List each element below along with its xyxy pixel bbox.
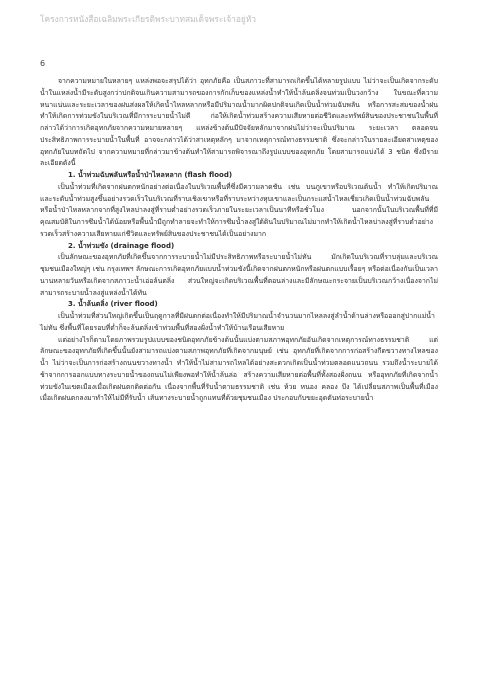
section-1-paragraph: เป็นน้ำท่วมที่เกิดจากฝนตกหนักอย่างต่อเนื่องในบริเวณพื้นที่ซึ่งมีความลาดชัน เช่น บนภูเขาหรือบริเวณต้นน้ำ ทำให้เกิดปริมาณและระดับน้ำท่วมสูงขึ้นอย่างรวดเร็วในบริเวณที่ราบเชิงเขาหรือที่ราบระหว่างหุบเขาและเป็นกระแสน้ำไหลเชี่ยวเกิดเป็นน้ำท่วมฉับพลันหรือน้ำป่าไหลหลากจากที่สูงไหลบ่าลงสู่ที่ราบต่ำอย่างรวดเร็วภายในระยะเวลาเป็นนาทีหรือชั่วโมง นอกจากนั้นในบริเวณพื้นที่ที่มีคุณสมบัติในการซึมน้ำได้น้อยหรือพื้นน้ำมีถูกทำลายจะทำให้การซึมน้ำลงสู่ใต้ดินในปริมาณไม่มากทำให้เกิดน้ำไหลบ่าลงสู่ที่ราบต่ำอย่างรวดเร็วสร้างความเสียหายแก่ชีวิตและทรัพย์สินของประชาชนได้เป็นอย่างมาก	[40, 182, 438, 238]
section-1-heading: 1. น้ำท่วมฉับพลันหรือน้ำป่าไหลหลาก (flash flood)	[68, 171, 233, 179]
section-3-heading: 3. น้ำล้นตลิ่ง (river flood)	[68, 300, 158, 309]
section-2-heading: 2. น้ำท่วมขัง (drainage flood)	[68, 241, 175, 250]
section-2-paragraph: เป็นลักษณะของอุทกภัยที่เกิดขึ้นจากการระบายน้ำไม่มีประสิทธิภาพหรือระบายน้ำไม่ทัน มักเกิดในบริเวณที่ราบลุ่มและบริเวณชุมชนเมืองใหญ่ๆ เช่น กรุงเทพฯ ลักษณะการเกิดอุทกภัยแบบน้ำท่วมขังนี้เกิดจากฝนตกหนักหรือฝนตกแบบเรื้อยๆ หรือต่อเนื่องกันเป็นเวลานานหลายวันหรือเกิดจากสภาวะน้ำเอ่อล้นตลิ่ง ส่วนใหญ่จะเกิดบริเวณพื้นที่ตอนล่างและมีลักษณะกระจายเป็นบริเวณกว้างเนื่องจากไม่สามารถระบายน้ำลงสู่แหล่งน้ำได้ทัน	[40, 253, 438, 297]
intro-paragraph: จากความหมายในหลายๆ แหล่งพอจะสรุปได้ว่า อุทกภัยคือ เป็นสภาวะที่สามารถเกิดขึ้นได้หลายรูปแบบ ไม่ว่าจะเป็นเกิดจากระดับน้ำในแหล่งน้ำมีระดับสูงกว่าปกติจนเกินความสามารถของการกักเก็บของแหล่งน้ำทำให้น้ำล้นตลิ่งจนท่วมเป็นวงกว้าง ในขณะที่ความหนาแน่นและระยะเวลาของฝนส่งผลให้เกิดน้ำไหลหลากหรือมีปริมาณน้ำมากผิดปกติจนเกิดเป็นน้ำท่วมฉับพลัน หรือการสะสมของน้ำฝนทำให้เกิดการท่วมขังในบริเวณที่มีการระบายน้ำไม่ดี ก่อให้เกิดน้ำท่วมสร้างความเสียหายต่อชีวิตและทรัพย์สินของประชาชนในพื้นที่ กล่าวได้ว่าการเกิดอุทกภัยจากความหมายหลายๆ แหล่งข้างต้นมีปัจจัยหลักมาจากฝนไม่ว่าจะเป็นปริมาณ ระยะเวลา ตลอดจนประสิทธิภาพการระบายน้ำในพื้นที่ อาจจะกล่าวได้ว่าสาเหตุหลักๆ มาจากเหตุการณ์ทางธรรมชาติ ซึ่งจะกล่าวในรายละเอียดสาเหตุของอุทกภัยในบทถัดไป จากความหมายที่กล่าวมาข้างต้นทำให้สามารถพิจารณาถึงรูปแบบของอุทกภัย โดยสามารถแบ่งได้ 3 ชนิด ซึ่งมีรายละเอียดดังนี้	[40, 77, 438, 168]
page-number: 6	[40, 59, 46, 68]
running-header: โครงการหนังสือเฉลิมพระเกียรติพระบาทสมเด็จพระเจ้าอยู่หัว	[40, 14, 256, 24]
body-text	[40, 76, 438, 405]
closing-paragraph: แต่อย่างไรก็ตามโดยภาพรวมรูปแบบของชนิดอุทกภัยข้างต้นนั้นแบ่งตามสภาพอุทกภัยอันเกิดจากเหตุการณ์ทางธรรมชาติ แต่ลักษณะของอุทกภัยที่เกิดขึ้นนั้นยังสามารถแบ่งตามสภาพอุทกภัยที่เกิดจากมนุษย์ เช่น อุทกภัยที่เกิดจากการก่อสร้างกีดขวางทางไหลของน้ำ ไม่ว่าจะเป็นการก่อสร้างถนนขวางทางน้ำ ทำให้น้ำไม่สามารถไหลได้อย่างสะดวกเกิดเป็นน้ำท่วมตลอดแนวถนน รวมถึงน้ำระบายได้ช้าจากการออกแบบทางระบายน้ำของถนนไม่เพียงพอทำให้น้ำล้นล่อ สร้างความเสียหายต่อพื้นที่ทั้งสองฝั่งถนน หรืออุทกภัยที่เกิดจากน้ำท่วมขังในเขตเมืองเมื่อเกิดฝนตกติดต่อกัน เนื่องจากพื้นที่รับน้ำตามธรรมชาติ เช่น ห้วย หนอง คลอง บึง ได้เปลี่ยนสภาพเป็นพื้นที่เมือง เมื่อเกิดฝนตกลงมาทำให้ไม่มีที่รับน้ำ เส้นทางระบายน้ำถูกแทนที่ด้วยชุมชนเมือง ประกอบกับขยะอุดตันท่อระบายน้ำ	[40, 335, 438, 403]
section-3-paragraph: เป็นน้ำท่วมที่ส่วนใหญ่เกิดขึ้นเป็นฤดูกาลที่มีฝนตกต่อเนื่องทำให้มีปริมาณน้ำจำนวนมากไหลลงสู่ลำน้ำด้านล่างหรือออกสู่ปากแม่น้ำไม่ทัน ซึ่งพื้นที่โดยรอบที่ต่ำก็จะล้นตลิ่งเข้าท่วมพื้นที่สองฝั่งน้ำทำให้บ้านเรือนเสียหาย	[40, 312, 435, 332]
